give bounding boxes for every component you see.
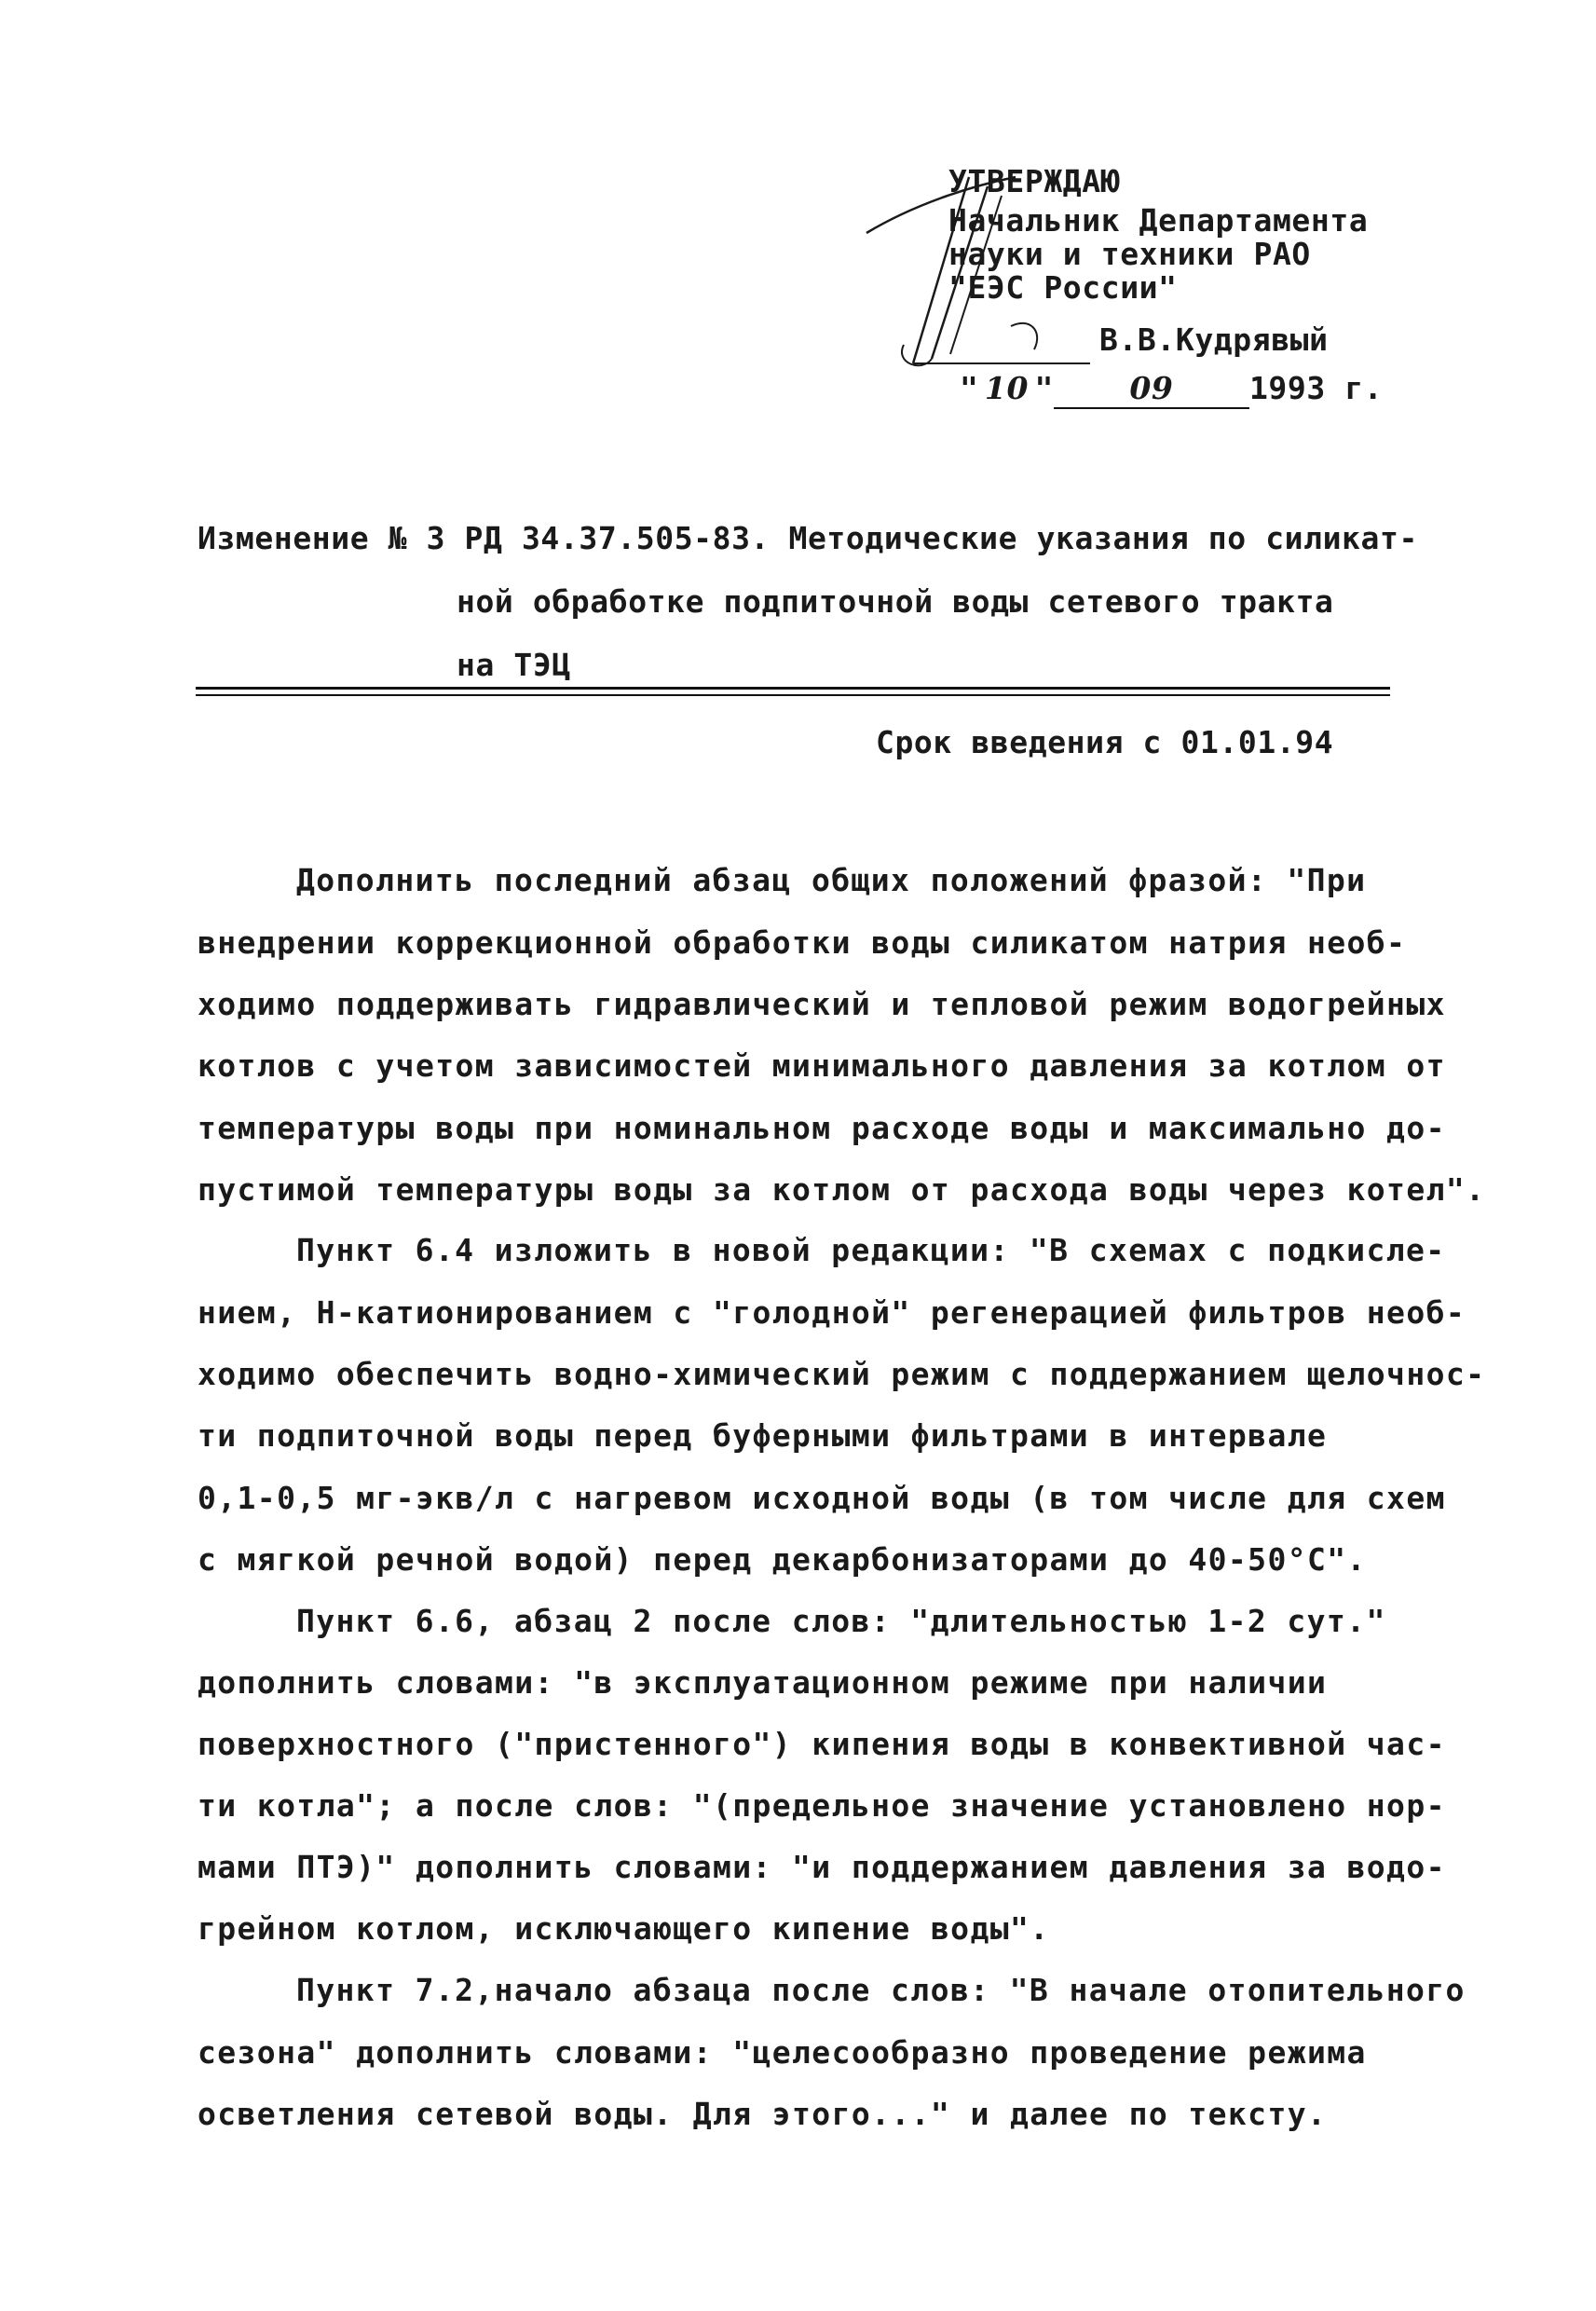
p2-line: Пункт 6.4 изложить в новой редакции: "В схемах с подкисле- [296,1232,1446,1268]
approval-position-line2: науки и техники РАО [948,236,1311,272]
change-title-line2: ной обработке подпиточной воды сетевого тракта [457,583,1334,620]
p3-line: мами ПТЭ)" дополнить словами: "и поддержанием давления за водо- [198,1849,1446,1885]
approval-position-line1: Начальник Департамента [948,202,1369,239]
change-title-line1: Изменение № 3 РД 34.37.505-83. Методические указания по силикат- [198,520,1418,556]
p3-line: грейном котлом, исключающего кипение воды". [198,1910,1050,1947]
p4-line: осветления сетевой воды. Для этого..." и далее по тексту. [198,2096,1328,2132]
approval-date-line: " 10 " 09 1993 г. [960,370,1383,409]
approval-heading: УТВЕРЖДАЮ [948,163,1121,199]
p3-line: ти котла"; а после слов: "(предельное значение установлено нор- [198,1787,1446,1824]
approval-date-year: 1993 г. [1248,370,1384,406]
p3-line: поверхностного ("пристенного") кипения воды в конвективной час- [198,1726,1446,1762]
approval-date-day: 10 [984,370,1030,406]
p1-line: температуры воды при номинальном расходе воды и максимально до- [198,1110,1446,1146]
p2-line: с мягкой речной водой) перед декарбонизаторами до 40-50°С". [198,1541,1367,1578]
p2-line: нием, Н-катионированием с "голодной" регенерацией фильтров необ- [198,1294,1466,1331]
title-divider-bottom [196,694,1390,696]
signature [857,168,1137,382]
p4-line: Пункт 7.2,начало абзаца после слов: "В начале отопительного [296,1972,1466,2008]
p1-line: внедрении коррекционной обработки воды силикатом натрия необ- [198,924,1407,961]
approval-position-line3: "ЕЭС России" [948,269,1178,306]
p1-line: ходимо поддерживать гидравлический и тепловой режим водогрейных [198,986,1446,1022]
p1-line: Дополнить последний абзац общих положений фразой: "При [296,862,1367,898]
approval-signer: В.В.Кудрявый [1099,321,1329,358]
p2-line: ти подпиточной воды перед буферными фильтрами в интервале [198,1417,1328,1454]
title-divider-top [196,687,1390,690]
p4-line: сезона" дополнить словами: "целесообразно проведение режима [198,2034,1367,2071]
p3-line: дополнить словами: "в эксплуатационном режиме при наличии [198,1664,1328,1701]
p2-line: ходимо обеспечить водно-химический режим с поддержанием щелочнос- [198,1356,1486,1392]
p3-line: Пункт 6.6, абзац 2 после слов: "длительностью 1-2 сут." [296,1603,1386,1639]
change-title-line3: на ТЭЦ [457,647,571,683]
p2-line: 0,1-0,5 мг-экв/л с нагревом исходной воды (в том числе для схем [198,1480,1446,1516]
effective-date: Срок введения с 01.01.94 [876,724,1334,760]
p1-line: котлов с учетом зависимостей минимального давления за котлом от [198,1047,1446,1084]
p1-line: пустимой температуры воды за котлом от расхода воды через котел". [198,1171,1486,1208]
approval-date-month: 09 [1054,370,1249,409]
